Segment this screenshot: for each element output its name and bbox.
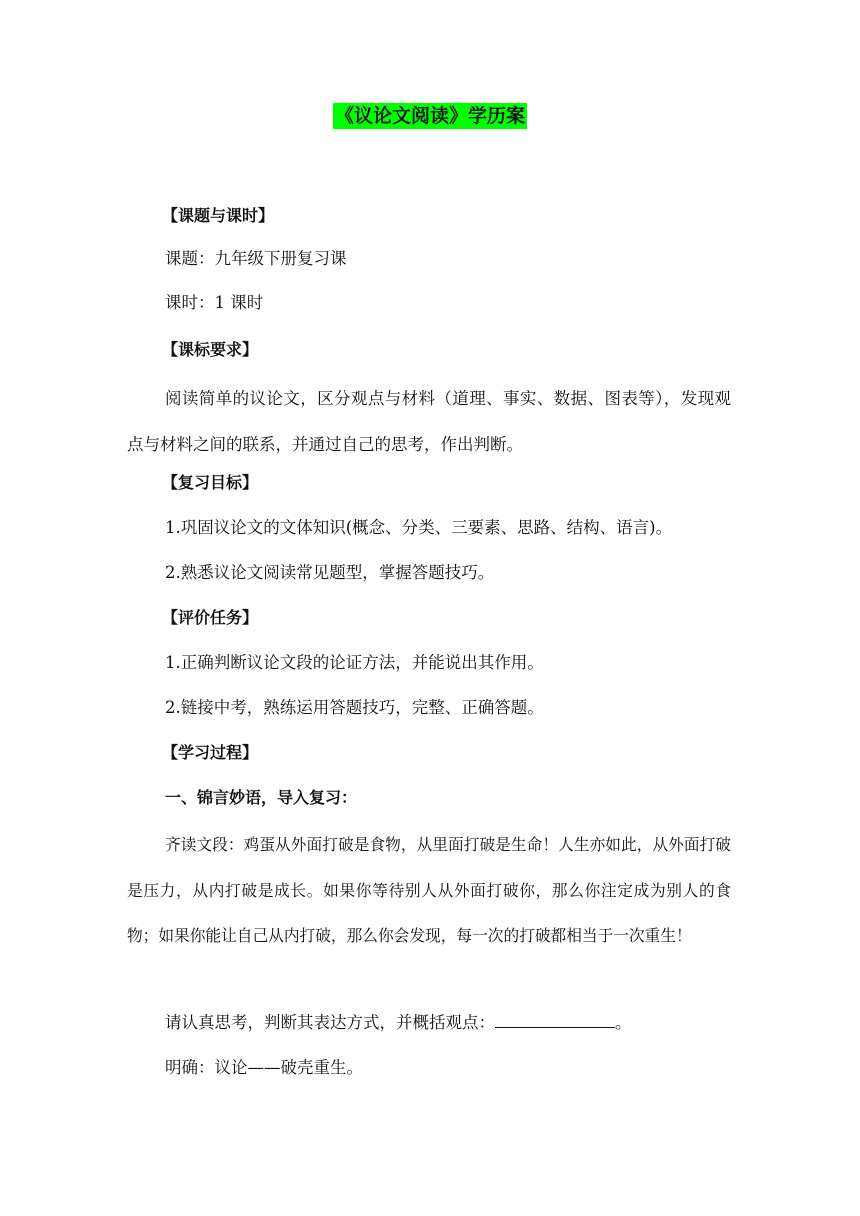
answer-line: 明确：议论——破壳重生。 bbox=[165, 1058, 363, 1077]
question-line bbox=[165, 1012, 735, 1034]
evaluation-item-2: 2.链接中考，熟练运用答题技巧，完整、正确答题。 bbox=[165, 698, 544, 717]
evaluation-heading: 【评价任务】 bbox=[162, 608, 259, 627]
question-suffix: 。 bbox=[615, 1013, 632, 1032]
document-title-text: 《议论文阅读》学历案 bbox=[334, 105, 525, 127]
standard-heading: 【课标要求】 bbox=[162, 340, 259, 359]
process-heading: 【学习过程】 bbox=[162, 743, 259, 762]
standard-paragraph: 阅读简单的议论文，区分观点与材料（道理、事实、数据、图表等），发现观点与材料之间的联系，并通过自己的思考，作出判断。 bbox=[127, 389, 731, 454]
evaluation-item-1: 1.正确判断议论文段的论证方法，并能说出其作用。 bbox=[165, 653, 544, 672]
answer-blank[interactable] bbox=[495, 1013, 615, 1028]
step-1-heading: 一、锦言妙语，导入复习： bbox=[165, 788, 358, 807]
goals-heading: 【复习目标】 bbox=[162, 473, 259, 492]
question-prefix: 请认真思考，判断其表达方式，并概括观点： bbox=[165, 1013, 495, 1032]
period-line: 课时：1 课时 bbox=[165, 293, 264, 312]
goal-item-1: 1.巩固议论文的文体知识(概念、分类、三要素、思路、结构、语言)。 bbox=[165, 518, 673, 537]
goal-item-2: 2.熟悉议论文阅读常见题型，掌握答题技巧。 bbox=[165, 563, 495, 582]
topic-heading: 【课题与课时】 bbox=[162, 206, 275, 225]
document-title bbox=[0, 103, 860, 129]
reading-paragraph: 齐读文段：鸡蛋从外面打破是食物，从里面打破是生命！人生亦如此，从外面打破是压力，从内打破是成长。如果你等待别人从外面打破你，那么你注定成为别人的食物；如果你能让自己从内打破，那么你会发现，每一次的打破都相当于一次重生！ bbox=[127, 835, 731, 945]
topic-line: 课题：九年级下册复习课 bbox=[165, 249, 347, 268]
